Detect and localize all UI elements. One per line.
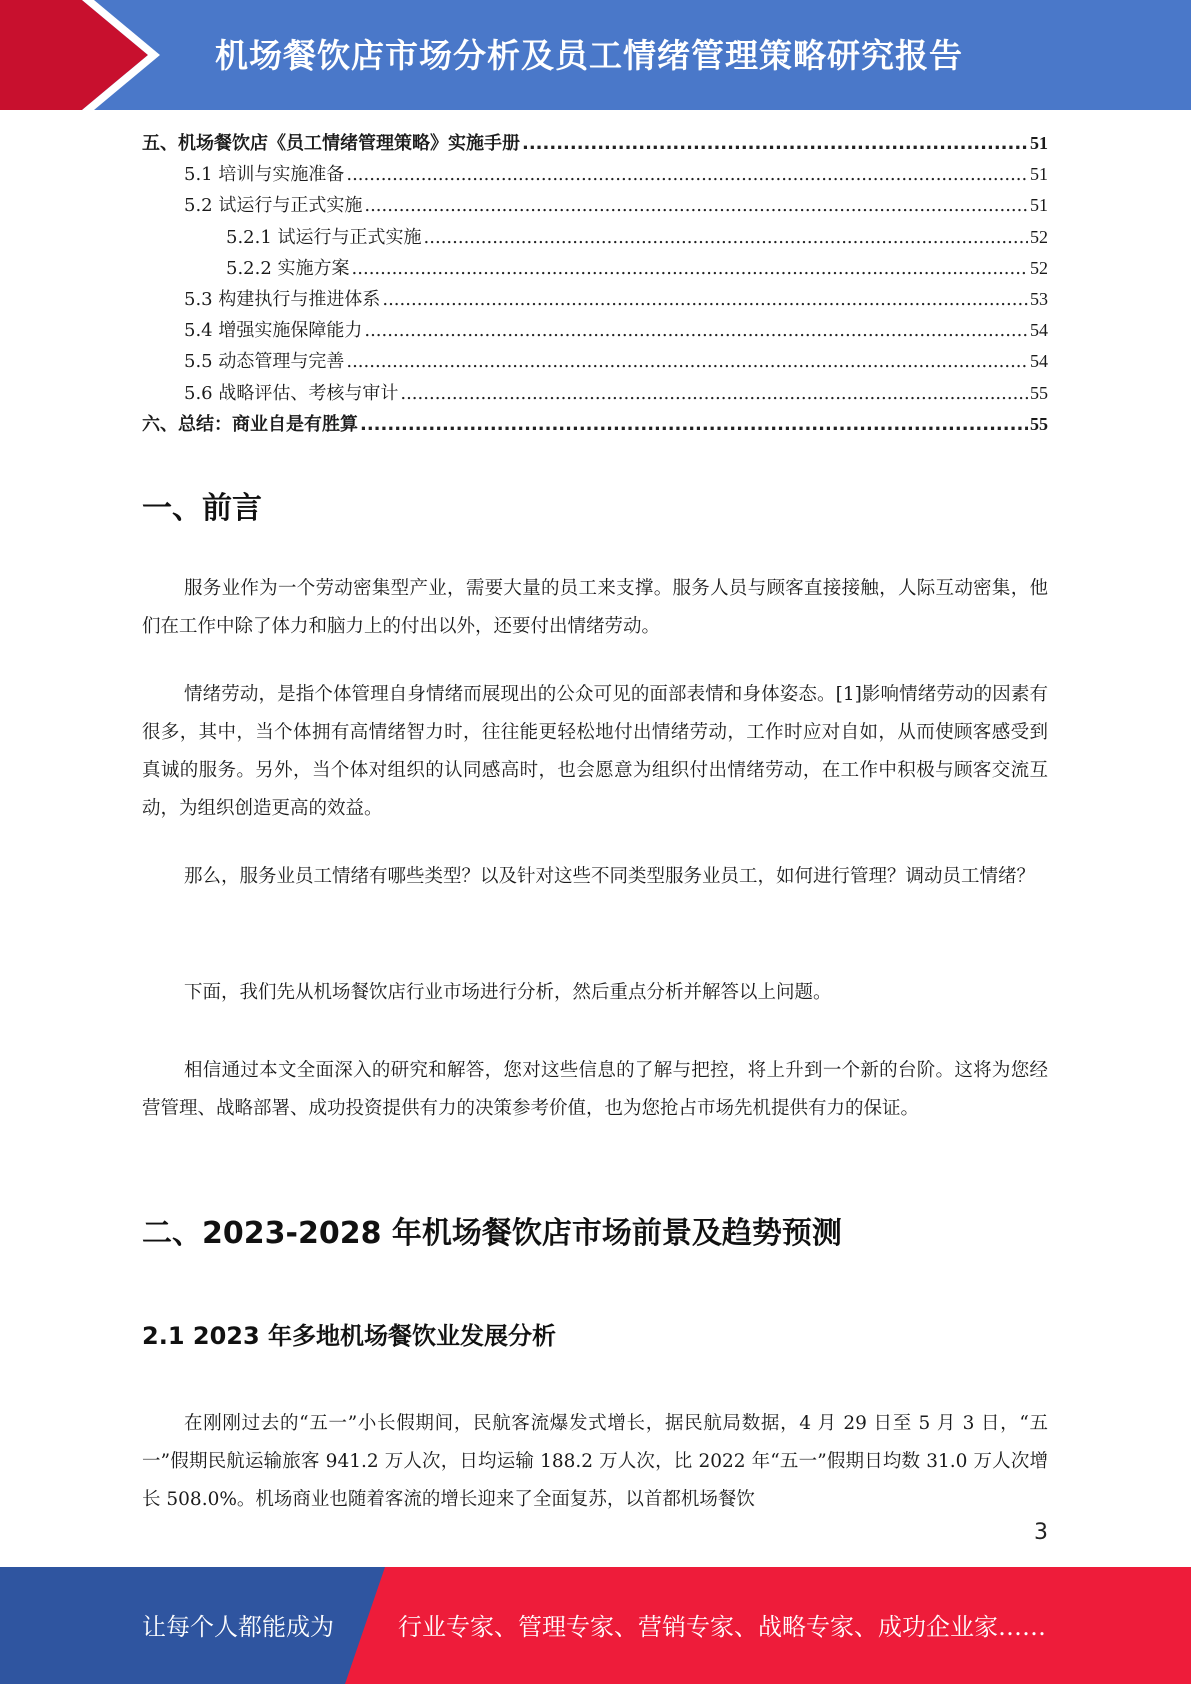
toc-leader-dots xyxy=(360,409,1028,440)
toc-entry-label: 5.1 培训与实施准备 xyxy=(184,164,345,186)
footer-slogan-left: 让每个人都能成为 xyxy=(142,1613,334,1641)
toc-entry[interactable] xyxy=(142,315,1048,346)
toc-entry-page: 52 xyxy=(1030,257,1048,278)
toc-entry[interactable] xyxy=(142,253,1048,284)
toc-entry-label: 5.2 试运行与正式实施 xyxy=(184,195,363,217)
toc-entry[interactable] xyxy=(142,128,1048,159)
toc-leader-dots xyxy=(522,128,1028,159)
toc-entry-label: 六、总结：商业自是有胜算 xyxy=(142,413,358,435)
toc-entry-page: 54 xyxy=(1030,320,1048,341)
toc-leader-dots xyxy=(364,190,1028,221)
page-footer xyxy=(0,1567,1191,1684)
toc-leader-dots xyxy=(364,315,1028,346)
toc-entry[interactable] xyxy=(142,284,1048,315)
toc-entry-label: 五、机场餐饮店《员工情绪管理策略》实施手册 xyxy=(142,133,520,154)
toc-entry-page: 53 xyxy=(1030,288,1048,309)
section-heading-market-outlook: 二、2023-2028 年机场餐饮店市场前景及趋势预测 xyxy=(142,1216,842,1251)
paragraph: 服务业作为一个劳动密集型产业，需要大量的员工来支撑。服务人员与顾客直接接触，人际互动密集，他们在工作中除了体力和脑力上的付出以外，还要付出情绪劳动。 xyxy=(142,578,1048,637)
subsection-heading: 2.1 2023 年多地机场餐饮业发展分析 xyxy=(142,1322,557,1350)
toc-entry-page: 52 xyxy=(1030,226,1048,247)
toc-entry-page: 51 xyxy=(1030,164,1048,185)
toc-entry-page: 55 xyxy=(1030,382,1048,403)
toc-entry-page: 55 xyxy=(1030,413,1048,434)
toc-entry[interactable] xyxy=(142,222,1048,253)
page-number: 3 xyxy=(1034,1520,1048,1545)
paragraph: 下面，我们先从机场餐饮店行业市场进行分析，然后重点分析并解答以上问题。 xyxy=(184,982,832,1003)
toc-entry-page: 51 xyxy=(1030,133,1048,153)
toc-entry-label: 5.2.2 实施方案 xyxy=(226,257,350,279)
toc-entry-page: 51 xyxy=(1030,195,1048,216)
report-title: 机场餐饮店市场分析及员工情绪管理策略研究报告 xyxy=(215,36,963,75)
toc-entry-label: 5.2.1 试运行与正式实施 xyxy=(226,226,422,248)
toc-entry[interactable] xyxy=(142,378,1048,409)
toc-entry-page: 54 xyxy=(1030,351,1048,372)
toc-entry[interactable] xyxy=(142,409,1048,440)
paragraph: 那么，服务业员工情绪有哪些类型？以及针对这些不同类型服务业员工，如何进行管理？调动员工情绪？ xyxy=(184,866,1036,887)
toc-entry[interactable] xyxy=(142,346,1048,377)
table-of-contents xyxy=(142,128,1048,440)
toc-leader-dots xyxy=(346,159,1028,190)
toc-leader-dots xyxy=(352,253,1028,284)
toc-entry-label: 5.4 增强实施保障能力 xyxy=(184,320,363,342)
footer-slogan-right: 行业专家、管理专家、营销专家、战略专家、成功企业家…… xyxy=(398,1613,1046,1641)
toc-entry-label: 5.6 战略评估、考核与审计 xyxy=(184,382,399,404)
toc-entry-label: 5.3 构建执行与推进体系 xyxy=(184,288,381,310)
toc-leader-dots xyxy=(346,346,1028,377)
toc-leader-dots xyxy=(382,284,1028,315)
paragraph: 在刚刚过去的“五一”小长假期间，民航客流爆发式增长，据民航局数据，4 月 29 日至 5 月 3 日，“五一”假期民航运输旅客 941.2 万人次，日均运输 188.2 万人次，比 2022 年“五一”假期日均数 31.0 万人次增长 508.0%。机场商业也随着客流的增长迎来了全面复苏，以首都机场餐饮 xyxy=(142,1413,1048,1510)
toc-entry[interactable] xyxy=(142,190,1048,221)
toc-leader-dots xyxy=(400,378,1028,409)
page-header xyxy=(0,0,1191,110)
toc-entry-label: 5.5 动态管理与完善 xyxy=(184,351,345,373)
paragraph: 情绪劳动，是指个体管理自身情绪而展现出的公众可见的面部表情和身体姿态。[1]影响情绪劳动的因素有很多，其中，当个体拥有高情绪智力时，往往能更轻松地付出情绪劳动，工作时应对自如，从而使顾客感受到真诚的服务。另外，当个体对组织的认同感高时，也会愿意为组织付出情绪劳动，在工作中积极与顾客交流互动，为组织创造更高的效益。 xyxy=(142,684,1048,819)
section-heading-preface: 一、前言 xyxy=(142,491,262,526)
paragraph: 相信通过本文全面深入的研究和解答，您对这些信息的了解与把控，将上升到一个新的台阶。这将为您经营管理、战略部署、成功投资提供有力的决策参考价值，也为您抢占市场先机提供有力的保证。 xyxy=(142,1060,1048,1119)
toc-entry[interactable] xyxy=(142,159,1048,190)
toc-leader-dots xyxy=(424,222,1028,253)
